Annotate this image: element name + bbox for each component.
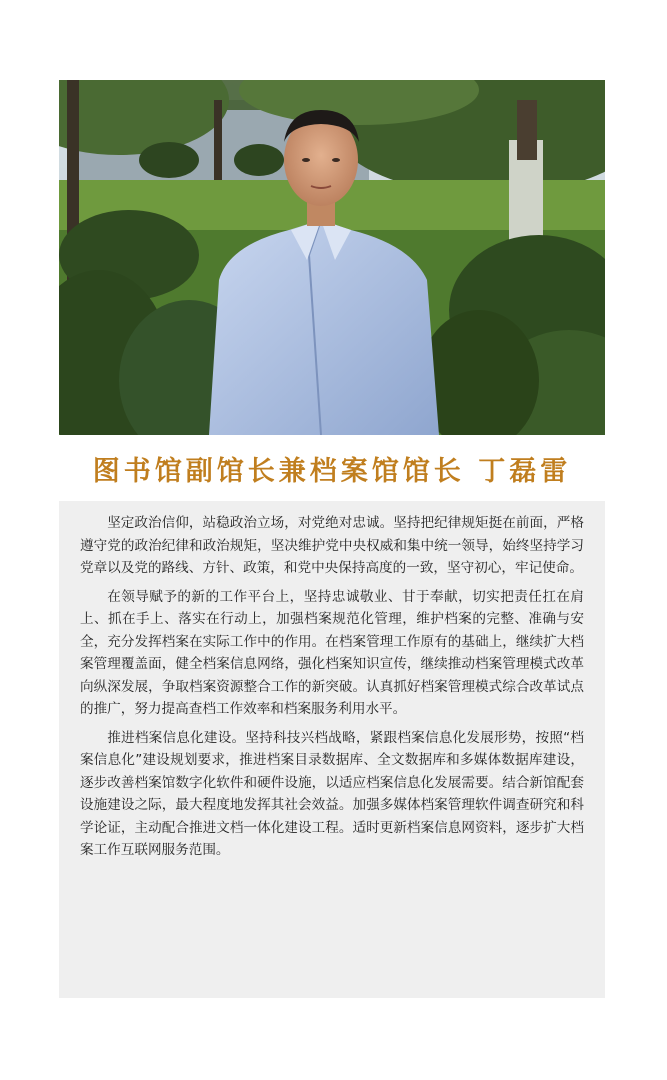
paragraph-political: 坚定政治信仰，站稳政治立场，对党绝对忠诚。坚持把纪律规矩挺在前面，严格遵守党的政治纪律和政治规矩，坚决维护党中央权威和集中统一领导，始终坚持学习党章以及党的路线、方针、政策，和党中央保持高度的一致，坚守初心，牢记使命。 [80, 515, 584, 576]
paragraph-work-platform: 在领导赋予的新的工作平台上，坚持忠诚敬业、甘于奉献，切实把责任扛在肩上、抓在手上、落实在行动上，加强档案规范化管理，维护档案的完整、准确与安全，充分发挥档案在实际工作中的作用。在档案管理工作原有的基础上，继续扩大档案管理覆盖面，健全档案信息网络，强化档案知识宣传，继续推动档案管理模式改革向纵深发展，争取档案资源整合工作的新突破。认真抓好档案管理模式综合改革试点的推广，努力提高查档工作效率和档案服务利用水平。 [80, 588, 584, 717]
page-title: 图书馆副馆长兼档案馆馆长 丁磊雷 [92, 456, 572, 487]
portrait-illustration [59, 80, 605, 435]
portrait-photo [59, 80, 605, 435]
profile-text-box [59, 501, 605, 998]
paragraph-informatization: 推进档案信息化建设。坚持科技兴档战略，紧跟档案信息化发展形势，按照“档案信息化”建设规划要求，推进档案目录数据库、全文数据库和多媒体数据库建设，逐步改善档案馆数字化软件和硬件设施，以适应档案信息化发展需要。结合新馆配套设施建设之际，最大程度地发挥其社会效益。加强多媒体档案管理软件调查研究和科学论证，主动配合推进文档一体化建设工程。适时更新档案信息网资料，逐步扩大档案工作互联网服务范围。 [80, 729, 584, 858]
